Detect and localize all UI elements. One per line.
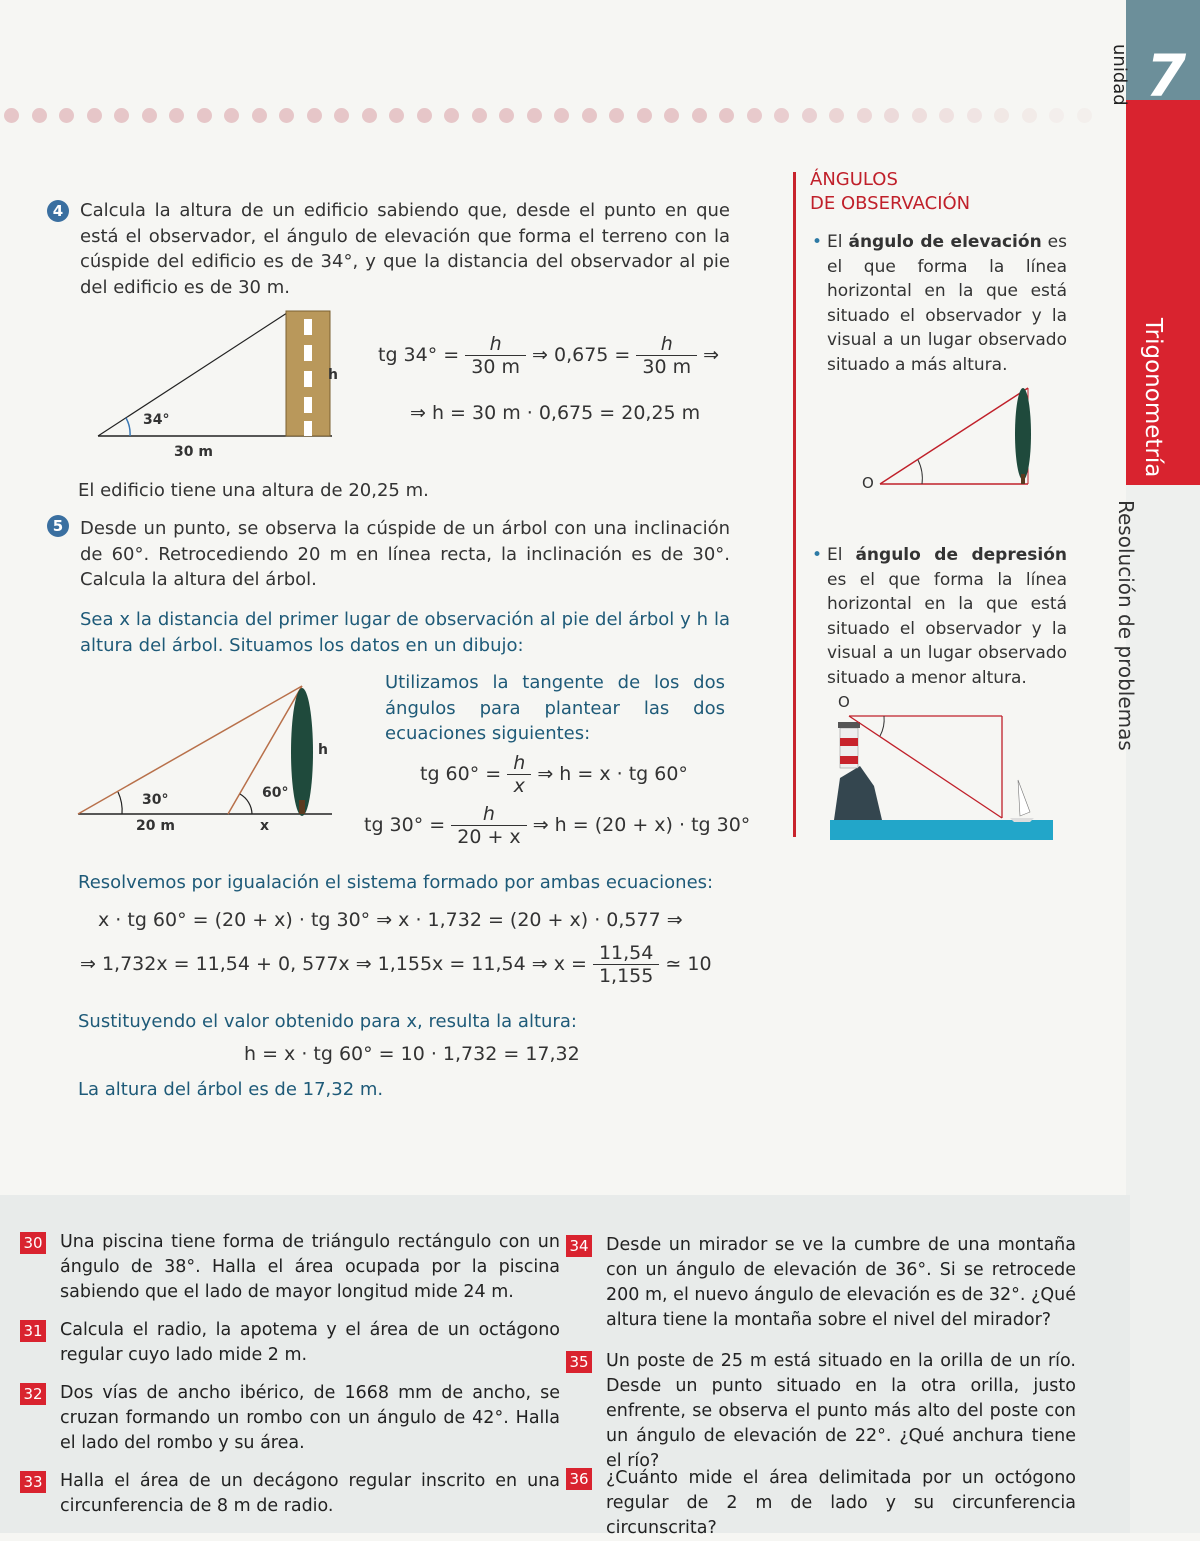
decorative-dot <box>802 108 817 123</box>
tree-base1-label: 20 m <box>136 818 175 834</box>
bullet-icon: • <box>812 232 823 252</box>
exercise-text: Desde un mirador se ve la cumbre de una montaña con un ángulo de elevación de 36°. Si se retrocede 200 m, el nuevo ángulo de elevación es de 32°. ¿Qué altura tiene la montaña sobre el nivel del mirador? <box>606 1235 1076 1330</box>
decorative-dot <box>114 108 129 123</box>
equation-4b: ⇒ h = 30 m · 0,675 = 20,25 m <box>410 402 701 424</box>
decorative-dot <box>884 108 899 123</box>
decorative-dot <box>554 108 569 123</box>
decorative-dot <box>252 108 267 123</box>
eq5d-left: ⇒ 1,732x = 11,54 + 0, 577x ⇒ 1,155x = 11,54 ⇒ x = <box>80 953 587 975</box>
decorative-dot <box>472 108 487 123</box>
problem-5-solve-text: Resolvemos por igualación el sistema formado por ambas ecuaciones: <box>78 872 714 893</box>
tab-title: Trigonometría <box>1140 318 1166 478</box>
problem-5-badge: 5 <box>47 515 69 537</box>
eq5a-right: ⇒ h = x · tg 60° <box>537 763 688 785</box>
bullet-icon: • <box>812 545 823 565</box>
decorative-dot <box>32 108 47 123</box>
decorative-dot <box>829 108 844 123</box>
exercise-number-badge: 34 <box>566 1235 592 1257</box>
decorative-dot <box>857 108 872 123</box>
eq5b-den: 20 + x <box>457 826 521 848</box>
exercise-number-badge: 36 <box>566 1468 592 1490</box>
eq4a-den2: 30 m <box>642 356 692 378</box>
decorative-dot <box>692 108 707 123</box>
exercise-text: Calcula el radio, la apotema y el área de un octágono regular cuyo lado mide 2 m. <box>60 1320 560 1365</box>
eq4a-num: h <box>465 333 526 356</box>
problem-4-statement: Calcula la altura de un edificio sabiendo que, desde el punto en que está el observador, el ángulo de elevación que forma el terreno con la cúspide del edificio es de 34°, y que la distancia del observador al pie del edificio es de 30 m. <box>80 200 730 298</box>
depression-definition <box>827 543 1067 690</box>
building-height-label: h <box>328 367 338 383</box>
elevation-observer-label: O <box>862 474 874 492</box>
decorative-dot <box>169 108 184 123</box>
eq5b-right: ⇒ h = (20 + x) · tg 30° <box>532 814 751 836</box>
problem-5-result: La altura del árbol es de 17,32 m. <box>78 1079 384 1100</box>
elev-post: es el que forma la línea horizontal en la que está situado el observador y la visual a un lugar observado situado a más altura. <box>827 232 1067 375</box>
decorative-dot <box>719 108 734 123</box>
decorative-dot <box>527 108 542 123</box>
tree-height-label: h <box>318 742 328 758</box>
eq5a-left: tg 60° = <box>420 763 502 785</box>
problem-4-result: El edificio tiene una altura de 20,25 m. <box>78 480 429 501</box>
elevation-definition <box>827 230 1067 377</box>
dep-term: ángulo de depresión <box>855 545 1067 565</box>
exercise-text: Un poste de 25 m está situado en la orilla de un río. Desde un punto situado en la otra orilla, justo enfrente, se observa el punto más alto del poste con un ángulo de elevación de 22°. ¿Qué anchura tiene el río? <box>606 1351 1076 1471</box>
exercise-number-badge: 35 <box>566 1351 592 1373</box>
equation-5a <box>420 752 688 797</box>
unit-number: 7 <box>1145 42 1187 110</box>
sidebar-title-line1: ÁNGULOS <box>810 169 898 190</box>
exercise-text: Halla el área de un decágono regular inscrito en una circunferencia de 8 m de radio. <box>60 1471 560 1516</box>
decorative-dot <box>59 108 74 123</box>
equation-4a <box>378 333 719 378</box>
exercise-text: ¿Cuánto mide el área delimitada por un octógono regular de 2 m de lado y su circunferencia circunscrita? <box>606 1468 1076 1538</box>
decorative-dot <box>637 108 652 123</box>
exercise-number-badge: 31 <box>20 1320 46 1342</box>
eq5a-den: x <box>513 775 525 797</box>
eq5d-den: 1,155 <box>598 965 654 987</box>
decorative-dot <box>609 108 624 123</box>
eq4a-num2: h <box>636 333 697 356</box>
decorative-dot <box>1049 108 1064 123</box>
building-base-label: 30 m <box>174 444 213 460</box>
problem-5-statement: Desde un punto, se observa la cúspide de un árbol con una inclinación de 60°. Retrocediendo 20 m en línea recta, la inclinación es de 30°. Calcula la altura del árbol. <box>80 518 730 590</box>
decorative-dot-row <box>0 108 1110 128</box>
problem-5-subst-text: Sustituyendo el valor obtenido para x, resulta la altura: <box>78 1011 577 1032</box>
elev-pre: El <box>827 232 849 252</box>
eq4a-mid: ⇒ 0,675 = <box>532 344 631 366</box>
equation-5c: x · tg 60° = (20 + x) · tg 30° ⇒ x · 1,732 = (20 + x) · 0,577 ⇒ <box>98 909 683 931</box>
dep-pre: El <box>827 545 856 565</box>
decorative-dot <box>224 108 239 123</box>
decorative-dot <box>582 108 597 123</box>
sidebar-title-line2: DE OBSERVACIÓN <box>810 193 971 214</box>
elevation-diagram <box>860 380 1040 495</box>
equation-5b <box>364 803 750 848</box>
depression-observer-label: O <box>838 693 850 711</box>
decorative-dot <box>444 108 459 123</box>
decorative-dot <box>967 108 982 123</box>
exercise-number-badge: 33 <box>20 1471 46 1493</box>
decorative-dot <box>1077 108 1092 123</box>
decorative-dot <box>334 108 349 123</box>
equation-5d <box>80 942 712 987</box>
decorative-dot <box>994 108 1009 123</box>
equation-5e: h = x · tg 60° = 10 · 1,732 = 17,32 <box>244 1043 580 1065</box>
decorative-dot <box>279 108 294 123</box>
building-angle-label: 34° <box>143 412 170 428</box>
decorative-dot <box>1022 108 1037 123</box>
exercise-text: Dos vías de ancho ibérico, de 1668 mm de ancho, se cruzan formando un rombo con un ángulo de 42°. Halla el lado del rombo y su área. <box>60 1383 560 1453</box>
sidebar-rule <box>793 172 796 837</box>
exercise-number-badge: 30 <box>20 1232 46 1254</box>
decorative-dot <box>87 108 102 123</box>
eq5d-num: 11,54 <box>593 942 659 965</box>
tree-angle1-label: 30° <box>142 792 169 808</box>
decorative-dot <box>307 108 322 123</box>
decorative-dot <box>197 108 212 123</box>
eq5b-num: h <box>451 803 526 826</box>
decorative-dot <box>747 108 762 123</box>
exercise-text: Una piscina tiene forma de triángulo rectángulo con un ángulo de 38°. Halla el área ocupada por la piscina sabiendo que el lado de mayor longitud mide 24 m. <box>60 1232 560 1302</box>
exercise-number-badge: 32 <box>20 1383 46 1405</box>
elev-term: ángulo de elevación <box>848 232 1042 252</box>
depression-diagram <box>830 708 1055 840</box>
problem-5-setup: Sea x la distancia del primer lugar de observación al pie del árbol y h la altura del árbol. Situamos los datos en un dibujo: <box>80 609 730 656</box>
decorative-dot <box>774 108 789 123</box>
eq4a-left: tg 34° = <box>378 344 460 366</box>
decorative-dot <box>362 108 377 123</box>
decorative-dot <box>499 108 514 123</box>
tab-subtitle: Resolución de problemas <box>1114 500 1138 751</box>
eq4a-end: ⇒ <box>703 344 720 366</box>
unit-label: unidad <box>1109 44 1130 106</box>
problem-5-tangent-text: Utilizamos la tangente de los dos ángulos para plantear las dos ecuaciones siguientes: <box>385 672 725 744</box>
tree-base2-label: x <box>260 818 270 834</box>
decorative-dot <box>912 108 927 123</box>
decorative-dot <box>389 108 404 123</box>
decorative-dot <box>939 108 954 123</box>
dep-post: es el que forma la línea horizontal en la que está situado el observador y la visual a un lugar observado situado a menor altura. <box>827 569 1067 688</box>
problem-4-badge: 4 <box>47 200 69 222</box>
tree-angle2-label: 60° <box>262 785 289 801</box>
tree-diagram <box>70 680 340 830</box>
decorative-dot <box>417 108 432 123</box>
eq4a-den: 30 m <box>471 356 520 378</box>
decorative-dot <box>142 108 157 123</box>
decorative-dot <box>664 108 679 123</box>
eq5b-left: tg 30° = <box>364 814 446 836</box>
eq5a-num: h <box>507 752 531 775</box>
eq5d-right: ≃ 10 <box>665 953 712 975</box>
decorative-dot <box>4 108 19 123</box>
building-diagram <box>90 305 350 465</box>
